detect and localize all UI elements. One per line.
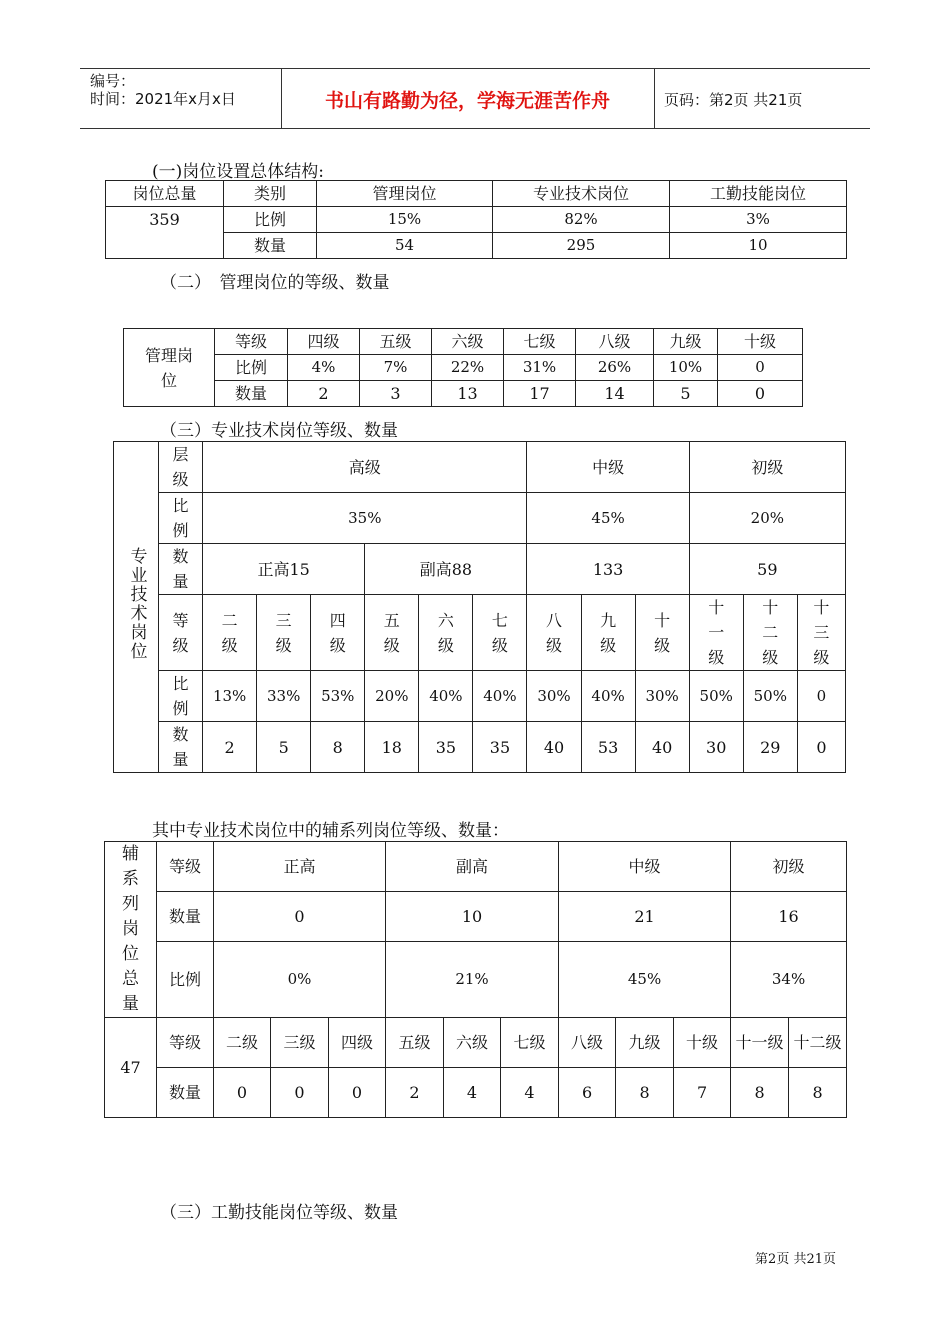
s4-grade-count: 8: [616, 1068, 674, 1118]
s2-label-grade: 等级: [215, 329, 288, 355]
s2-cell: 3: [360, 381, 432, 407]
s2-cell: 13: [432, 381, 504, 407]
s4-grade-count: 6: [559, 1068, 616, 1118]
s3-layer-middle: 中级: [527, 442, 689, 493]
s1-header-management: 管理岗位: [317, 181, 493, 207]
s4-level-count: 21: [559, 892, 731, 942]
s4-label-grade: 等级: [157, 1018, 214, 1068]
s4-grade-count: 0: [329, 1068, 386, 1118]
s3-label-layer: 层级: [159, 442, 203, 493]
s3-grade-ratio: 0: [797, 671, 845, 722]
s4-level: 初级: [731, 842, 847, 892]
s3-grade-ratio: 20%: [365, 671, 419, 722]
s4-level-count: 16: [731, 892, 847, 942]
s4-grade: 十二级: [789, 1018, 847, 1068]
s4-grade: 三级: [271, 1018, 329, 1068]
header-bottom-rule: [80, 128, 870, 129]
s2-cell: 六级: [432, 329, 504, 355]
s4-grade: 十级: [674, 1018, 731, 1068]
s3-layer-count: 正高15: [203, 544, 365, 595]
s4-grade-count: 7: [674, 1068, 731, 1118]
s2-cell: 八级: [576, 329, 654, 355]
s4-label-ratio: 比例: [157, 942, 214, 1018]
section2-heading: （二） 管理岗位的等级、数量: [160, 273, 390, 293]
s4-grade: 九级: [616, 1018, 674, 1068]
s3-grade-ratio: 40%: [581, 671, 635, 722]
s2-cell: 十级: [718, 329, 803, 355]
s2-cell: 22%: [432, 355, 504, 381]
s3-grade: 七级: [473, 595, 527, 671]
s4-label-count: 数量: [157, 892, 214, 942]
section1-table: [105, 180, 847, 259]
s2-cell: 0: [718, 355, 803, 381]
s4-side-title: 辅系列岗位总量: [105, 842, 157, 1018]
s4-grade-count: 0: [214, 1068, 271, 1118]
s3-grade-count: 2: [203, 722, 257, 773]
s2-cell: 七级: [504, 329, 576, 355]
section4-table: [104, 841, 847, 1118]
s4-label-level: 等级: [157, 842, 214, 892]
s2-row-title: 管理岗位: [124, 329, 215, 407]
s4-grade-count: 4: [444, 1068, 501, 1118]
s3-grade-count: 0: [797, 722, 845, 773]
section5-heading: （三）工勤技能岗位等级、数量: [160, 1203, 398, 1223]
s3-grade-count: 8: [311, 722, 365, 773]
s3-layer-count: 副高88: [365, 544, 527, 595]
s3-grade-count: 29: [743, 722, 797, 773]
s4-level: 正高: [214, 842, 386, 892]
s3-label-ratio: 比例: [159, 493, 203, 544]
s3-layer-senior: 高级: [203, 442, 527, 493]
s1-header-total: 岗位总量: [106, 181, 224, 207]
s2-cell: 九级: [654, 329, 718, 355]
s4-total: 47: [105, 1018, 157, 1118]
s2-cell: 14: [576, 381, 654, 407]
s1-cell: 82%: [493, 207, 670, 233]
s3-grade: 五级: [365, 595, 419, 671]
s2-cell: 2: [288, 381, 360, 407]
s3-grade-count: 18: [365, 722, 419, 773]
footer-page-number: 第2页 共21页: [755, 1252, 836, 1267]
s4-level-ratio: 0%: [214, 942, 386, 1018]
s4-grade: 二级: [214, 1018, 271, 1068]
s3-grade-ratio: 33%: [257, 671, 311, 722]
s1-row-label: 比例: [224, 207, 317, 233]
s3-layer-count: 133: [527, 544, 689, 595]
s2-cell: 10%: [654, 355, 718, 381]
s4-grade: 四级: [329, 1018, 386, 1068]
s4-grade: 五级: [386, 1018, 444, 1068]
s3-layer-ratio: 45%: [527, 493, 689, 544]
s3-grade-ratio: 53%: [311, 671, 365, 722]
s3-grade-count: 30: [689, 722, 743, 773]
s1-header-category: 类别: [224, 181, 317, 207]
s3-grade-ratio: 40%: [419, 671, 473, 722]
s3-grade-count: 35: [419, 722, 473, 773]
section3-heading: （三）专业技术岗位等级、数量: [160, 421, 398, 441]
s3-grade: 四级: [311, 595, 365, 671]
s4-level: 中级: [559, 842, 731, 892]
s1-row-label: 数量: [224, 233, 317, 259]
s4-label-grade-count: 数量: [157, 1068, 214, 1118]
s2-label-count: 数量: [215, 381, 288, 407]
s3-grade-ratio: 30%: [635, 671, 689, 722]
s3-grade: 十三级: [797, 595, 845, 671]
s3-grade-ratio: 50%: [743, 671, 797, 722]
s3-grade-count: 5: [257, 722, 311, 773]
s3-side-title: 专业技术岗位: [114, 442, 159, 773]
s2-cell: 31%: [504, 355, 576, 381]
s2-cell: 5: [654, 381, 718, 407]
s4-grade-count: 8: [731, 1068, 789, 1118]
s3-grade-ratio: 40%: [473, 671, 527, 722]
s3-grade: 十二级: [743, 595, 797, 671]
s4-level-count: 0: [214, 892, 386, 942]
header-number: 编号：: [90, 72, 136, 90]
s3-layer-ratio: 20%: [689, 493, 845, 544]
s3-label-count: 数量: [159, 544, 203, 595]
s4-grade-count: 2: [386, 1068, 444, 1118]
s4-grade: 八级: [559, 1018, 616, 1068]
s4-grade-count: 4: [501, 1068, 559, 1118]
section1-heading: (一)岗位设置总体结构:: [152, 162, 324, 182]
s4-level-ratio: 21%: [386, 942, 559, 1018]
s3-grade-count: 40: [527, 722, 581, 773]
s2-cell: 7%: [360, 355, 432, 381]
s2-cell: 4%: [288, 355, 360, 381]
s3-layer-ratio: 35%: [203, 493, 527, 544]
s1-header-skilled: 工勤技能岗位: [670, 181, 847, 207]
s3-grade-ratio: 50%: [689, 671, 743, 722]
s2-cell: 五级: [360, 329, 432, 355]
s4-level-ratio: 45%: [559, 942, 731, 1018]
s3-grade: 六级: [419, 595, 473, 671]
s3-label-grade-count: 数量: [159, 722, 203, 773]
s4-grade: 六级: [444, 1018, 501, 1068]
section3-table: [113, 441, 846, 773]
s3-grade: 二级: [203, 595, 257, 671]
s1-cell: 295: [493, 233, 670, 259]
s2-cell: 17: [504, 381, 576, 407]
s2-cell: 0: [718, 381, 803, 407]
s3-grade-ratio: 13%: [203, 671, 257, 722]
s2-cell: 26%: [576, 355, 654, 381]
s1-cell: 15%: [317, 207, 493, 233]
header-top-rule: [80, 68, 870, 69]
s3-grade: 八级: [527, 595, 581, 671]
header-date: 时间：2021年x月x日: [90, 90, 236, 108]
s3-label-grade-ratio: 比例: [159, 671, 203, 722]
s3-label-grade: 等级: [159, 595, 203, 671]
s3-grade: 三级: [257, 595, 311, 671]
s1-cell: 54: [317, 233, 493, 259]
s3-grade: 十一级: [689, 595, 743, 671]
s1-total-value: 359: [106, 207, 224, 259]
s4-grade: 十一级: [731, 1018, 789, 1068]
section4-heading: 其中专业技术岗位中的辅系列岗位等级、数量：: [152, 821, 509, 841]
s3-grade-count: 53: [581, 722, 635, 773]
s4-grade: 七级: [501, 1018, 559, 1068]
s4-grade-count: 8: [789, 1068, 847, 1118]
s4-level-count: 10: [386, 892, 559, 942]
s3-grade-count: 35: [473, 722, 527, 773]
header-page-number: 页码：第2页 共21页: [664, 91, 803, 109]
s1-cell: 3%: [670, 207, 847, 233]
s3-grade-count: 40: [635, 722, 689, 773]
header-motto: 书山有路勤为径，学海无涯苦作舟: [324, 90, 610, 112]
section2-table: [123, 328, 803, 407]
s3-layer-count: 59: [689, 544, 845, 595]
s2-cell: 四级: [288, 329, 360, 355]
s2-label-ratio: 比例: [215, 355, 288, 381]
s3-layer-junior: 初级: [689, 442, 845, 493]
s4-grade-count: 0: [271, 1068, 329, 1118]
header-divider-right: [654, 68, 655, 128]
s3-grade-ratio: 30%: [527, 671, 581, 722]
s3-grade: 十级: [635, 595, 689, 671]
s4-level: 副高: [386, 842, 559, 892]
s1-header-technical: 专业技术岗位: [493, 181, 670, 207]
s1-cell: 10: [670, 233, 847, 259]
s4-level-ratio: 34%: [731, 942, 847, 1018]
s3-grade: 九级: [581, 595, 635, 671]
